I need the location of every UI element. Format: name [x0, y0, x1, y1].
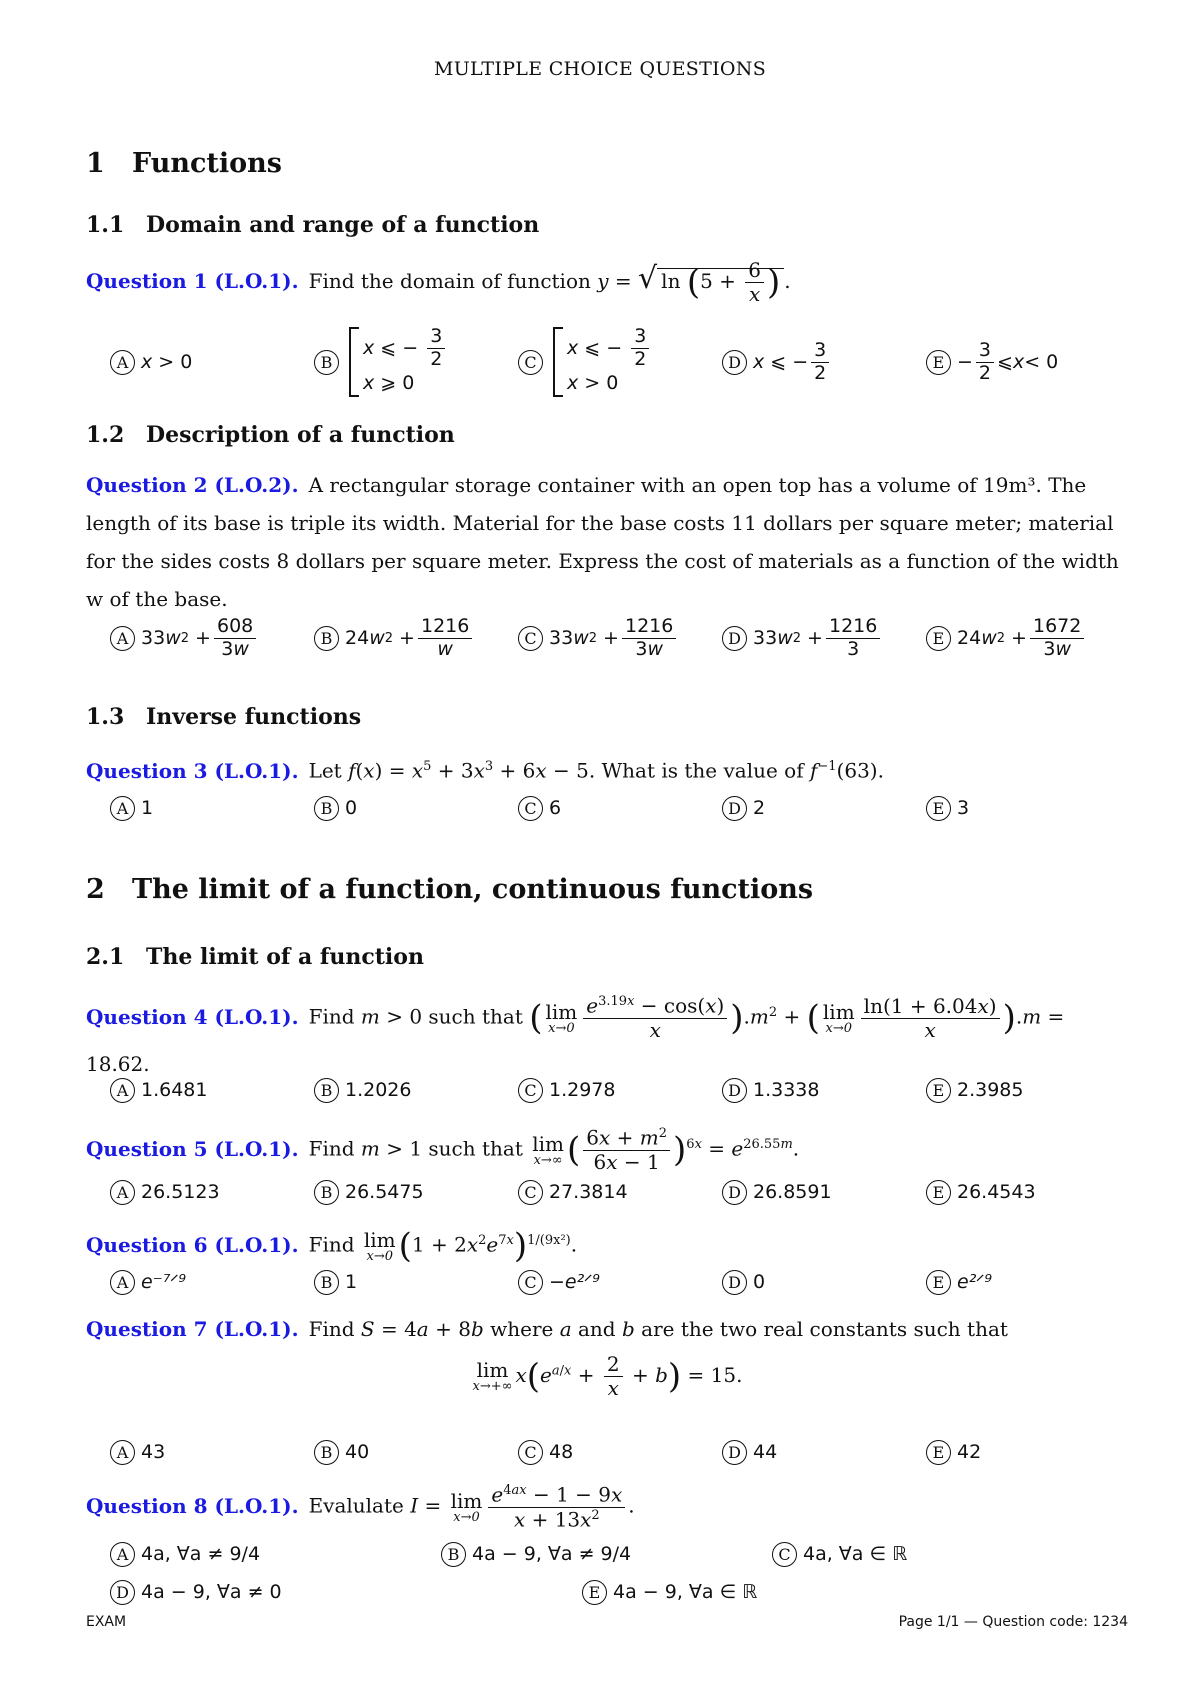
option-b[interactable]: B 1.2026	[314, 1072, 411, 1108]
option-e[interactable]: E e²ᐟ⁹	[926, 1264, 992, 1300]
option-e[interactable]: E 42	[926, 1434, 981, 1470]
option-c[interactable]: C 1.2978	[518, 1072, 615, 1108]
option-e[interactable]: E 4a − 9, ∀a ∈ ℝ	[582, 1574, 757, 1610]
option-c[interactable]: C 4a, ∀a ∈ ℝ	[772, 1536, 907, 1572]
question-3: Question 3 (L.O.1). Let $f(x) = x^5 + 3x^3 + 6x - 5$. What is the value of $f^{-1}(63)$.	[86, 758, 884, 783]
option-b[interactable]: B 4a − 9, ∀a ≠ 9/4	[441, 1536, 631, 1572]
question-1-options	[86, 322, 1126, 402]
question-8: Question 8 (L.O.1). Evalulate I = lim x→0 $\frac{e^{4ax} - 1 - 9x}{x + 13x^2}$ .	[86, 1482, 635, 1532]
option-a[interactable]: A 1	[110, 790, 153, 826]
question-3-options	[86, 790, 1126, 826]
option-c[interactable]: C 27.3814	[518, 1174, 628, 1210]
question-2: Question 2 (L.O.2). A rectangular storage container with an open top has a volume of 19m³. The length of its base is triple its width. Material for the base costs 11 dollars per square meter; material for the sides costs 8 dollars per square meter. Express the cost of materials as a function of the width w of the base.	[86, 473, 1119, 611]
question-6-options	[86, 1264, 1126, 1300]
option-b[interactable]: B 40	[314, 1434, 369, 1470]
option-a[interactable]: A 26.5123	[110, 1174, 220, 1210]
option-d[interactable]: D 4a − 9, ∀a ≠ 0	[110, 1574, 282, 1610]
option-e[interactable]: E 2.3985	[926, 1072, 1023, 1108]
section-heading: 2 The limit of a function, continuous functions	[86, 874, 814, 905]
option-d[interactable]: D 2	[722, 790, 765, 826]
option-d[interactable]: D 44	[722, 1434, 777, 1470]
question-8-options-row1	[86, 1536, 1126, 1572]
option-d[interactable]: D 26.8591	[722, 1174, 832, 1210]
option-e[interactable]: E − $\frac{3}{2}$ ⩽ x < 0	[926, 322, 1058, 402]
subsection-heading: 1.3 Inverse functions	[86, 704, 362, 730]
option-c[interactable]: C x ⩽ − $\frac{3}{2}$ x > 0	[518, 322, 652, 402]
option-d[interactable]: D 1.3338	[722, 1072, 819, 1108]
option-d[interactable]: D x ⩽ − $\frac{3}{2}$	[722, 322, 832, 402]
question-6: Question 6 (L.O.1). Find lim x→0 $(1 + 2x^2e^{7x})^{1/(9x^2)}$.	[86, 1226, 578, 1267]
footer-left: EXAM	[86, 1614, 127, 1630]
option-e[interactable]: E 3	[926, 790, 969, 826]
option-b[interactable]: B 26.5475	[314, 1174, 424, 1210]
question-7-equation: lim x→+∞ $x(e^{a/x}$ + $\frac{2}{x}$ + b) = 15.	[472, 1352, 743, 1400]
footer-right: Page 1/1 — Question code: 1234	[898, 1614, 1128, 1630]
subsection-heading: 2.1 The limit of a function	[86, 944, 424, 970]
option-d[interactable]: D 33 w 2 + $\frac{1216}{3}$	[722, 610, 883, 666]
option-c[interactable]: C 48	[518, 1434, 573, 1470]
question-7: Question 7 (L.O.1). Find S = 4a + 8b where a and b are the two real constants such that	[86, 1317, 1008, 1341]
option-b[interactable]: B 1	[314, 1264, 357, 1300]
question-7-options	[86, 1434, 1126, 1470]
question-2-options	[86, 610, 1126, 666]
option-c[interactable]: C 33 w 2 + $\frac{1216}{3w}$	[518, 610, 679, 666]
question-5-options	[86, 1174, 1126, 1210]
option-b[interactable]: B x ⩽ − $\frac{3}{2}$ x ⩾ 0	[314, 322, 448, 402]
option-a[interactable]: A 33 w 2 + $\frac{608}{3w}$	[110, 610, 259, 666]
question-4-options	[86, 1072, 1126, 1108]
option-b[interactable]: B 0	[314, 790, 357, 826]
question-5: Question 5 (L.O.1). Find m > 1 such that lim x→∞ ( $\frac{6x + m^2}{6x - 1}$ )$^{6x} = e^{26.55m}$.	[86, 1125, 800, 1174]
option-e[interactable]: E 24 w 2 + $\frac{1672}{3w}$	[926, 610, 1087, 666]
question-8-options-row2	[86, 1574, 1126, 1610]
running-header: MULTIPLE CHOICE QUESTIONS	[433, 58, 767, 80]
option-e[interactable]: E 26.4543	[926, 1174, 1036, 1210]
subsection-heading: 1.2 Description of a function	[86, 422, 455, 448]
option-d[interactable]: D 0	[722, 1264, 765, 1300]
option-c[interactable]: C −e²ᐟ⁹	[518, 1264, 600, 1300]
question-1: Question 1 (L.O.1). Find the domain of function y = √ ln (5 + $\frac{6}{x}$ ) .	[86, 258, 791, 306]
section-heading: 1 Functions	[86, 148, 282, 179]
subsection-heading: 1.1 Domain and range of a function	[86, 212, 540, 238]
option-c[interactable]: C 6	[518, 790, 561, 826]
option-a[interactable]: A e⁻⁷ᐟ⁹	[110, 1264, 186, 1300]
option-a[interactable]: A 4a, ∀a ≠ 9/4	[110, 1536, 260, 1572]
option-a[interactable]: A 43	[110, 1434, 165, 1470]
option-a[interactable]: A x > 0	[110, 322, 192, 402]
question-4: Question 4 (L.O.1). Find m > 0 such that ( lim x→0 $\frac{e^{3.19x} - \cos(x)}{x}$ )$.m^2$ + ( lim x→0 $\frac{\ln(1 + 6.04x)}{x}$ ).m = 18.62.	[86, 993, 1065, 1077]
option-a[interactable]: A 1.6481	[110, 1072, 207, 1108]
option-b[interactable]: B 24 w 2 + $\frac{1216}{w}$	[314, 610, 475, 666]
